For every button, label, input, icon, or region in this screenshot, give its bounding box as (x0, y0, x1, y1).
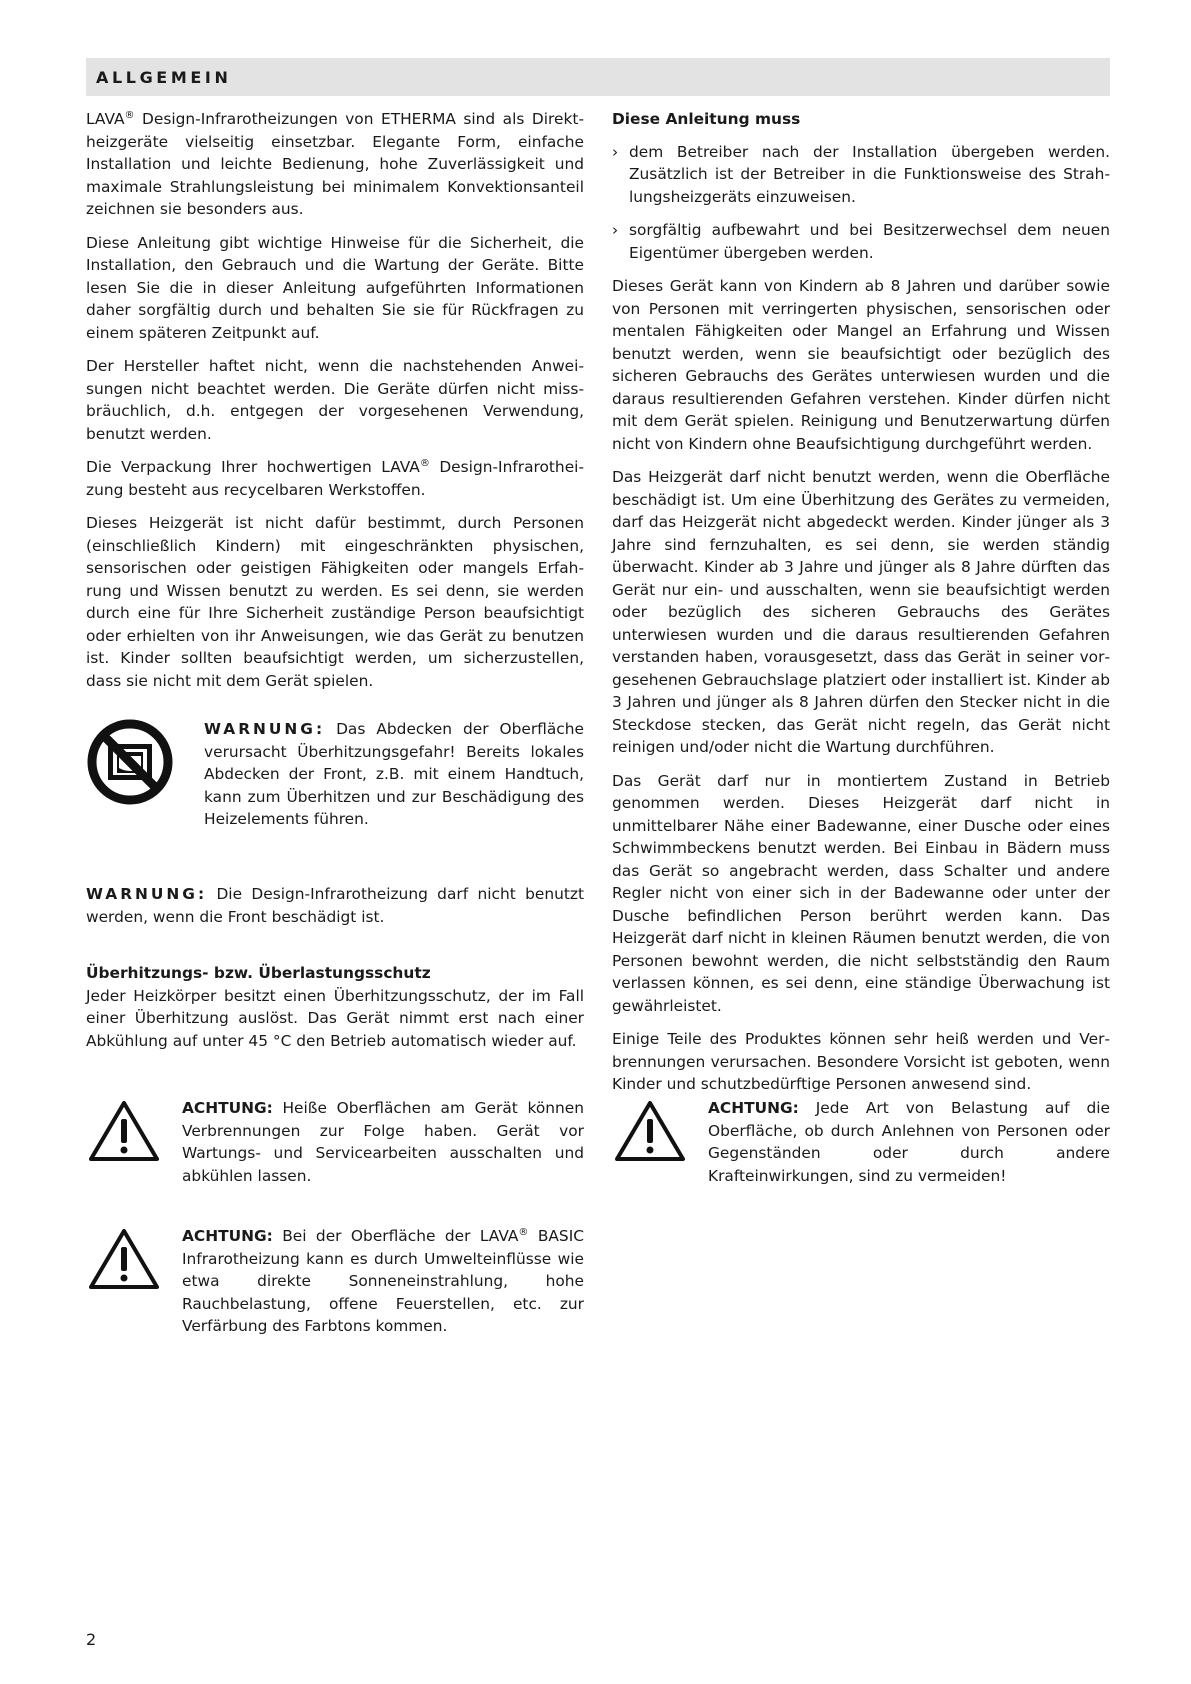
cover-warning-block (86, 718, 584, 831)
hot-surface-caution-block (86, 1097, 584, 1187)
hot-parts-paragraph: Einige Teile des Produktes können sehr heiß werden und Verbrennungen verursachen. Besondere Vorsicht ist geboten, wenn Kinder und schutzbedürftige Personen anwesend sind. (612, 1030, 1110, 1093)
list-item (612, 141, 1110, 209)
caution-label: ACHTUNG: (708, 1099, 799, 1117)
right-column (612, 108, 1110, 1107)
instructions-paragraph: Diese Anleitung gibt wichtige Hinweise für die Sicherheit, die Installation, den Gebrauch und die Wartung der Geräte. Bitte lesen Sie die in dieser Anleitung aufgeführten Informationen daher sorgfältig durch und behalten Sie sie für Rückfragen zu einem späteren Zeitpunkt auf. (86, 233, 584, 342)
warning-body: Die Design-Infrarotheizung darf nicht benutzt werden, wenn die Front beschädigt ist. (86, 885, 584, 926)
left-column (86, 108, 584, 703)
warning-label: WARNUNG: (204, 720, 326, 738)
load-caution-text (708, 1097, 1110, 1187)
packaging-text-a: Die Verpackung Ihrer hochwertigen LAVA (86, 458, 420, 476)
protection-text: Jeder Heizkörper besitzt einen Überhitzungsschutz, der im Fall einer Überhitzung auslöst. Das Gerät nimmt erst nach einer Abkühlung auf unter 45 °C den Betrieb automatisch wieder auf. (86, 986, 584, 1050)
hot-surface-caution-text (182, 1097, 584, 1187)
children-usage-paragraph: Dieses Gerät kann von Kindern ab 8 Jahren und darüber sowie von Personen mit verringerten physischen, sensorischen oder mentalen Fähigkeiten oder Mangel an Erfahrung und Wissen benutzt werden, wenn sie beaufsichtigt oder bezüglich des sicheren Gebrauchs des Gerätes unterwiesen wurden und die daraus resultierenden Gefahren verstehen. Kinder dürfen nicht mit dem Gerät spielen. Reinigung und Benutzerwartung dürfen nicht von Kindern ohne Beaufsichtigung durchgeführt werden. (612, 277, 1110, 453)
installation-paragraph: Das Gerät darf nur in montiertem Zustand in Betrieb genommen werden. Dieses Heizgerät darf nicht in unmittelbarer Nähe einer Badewanne, einer Dusche oder eines Schwimmbeckens benutzt werden. Bei Einbau in Bädern muss das Gerät so angebracht werden, dass Schalter und andere Regler nicht von einer sich in der Badewanne oder unter der Dusche befindlichen Person berührt werden kann. Das Heizgerät darf nicht in kleinen Räumen benutzt werden, die von Personen bewohnt werden, die nicht selbstständig den Raum verlassen können, es sei denn, eine ständige Überwachung ist gewährleistet. (612, 771, 1110, 1015)
front-damage-warning-text (86, 883, 584, 928)
caution-body: Jede Art von Belastung auf die Oberfläche, ob durch Anlehnen von Personen oder Gegenständen oder durch andere Krafteinwirkungen, sind zu vermeiden! (708, 1099, 1110, 1185)
page-number: 2 (86, 1630, 97, 1649)
damage-paragraph: Das Heizgerät darf nicht benutzt werden, wenn die Oberfläche beschädigt ist. Um eine Überhitzung des Gerätes zu vermeiden, darf das Heizgerät nicht abgedeckt werden. Kinder jünger als 3 Jahre sind fernzuhalten, es sei denn, sie werden ständig überwacht. Kinder ab 3 Jahre und jünger als 8 Jahre dürften das Gerät nur ein- und ausschalten, wenn sie beaufsichtigt werden oder bezüglich des sicheren Gebrauchs des Gerätes unterwiesen wurden und die daraus resultierenden Gefahren verstanden haben, vorausgesetzt, dass das Gerät in seiner vorgesehenen Gebrauchslage platziert oder installiert ist. Kinder ab 3 Jahren und jünger als 8 Jahren dürfen den Stecker nicht in die Steckdose stecken, das Gerät nicht regeln, das Gerät nicht reinigen und/oder nicht die Wartung durchführen. (612, 468, 1110, 756)
liability-paragraph: Der Hersteller haftet nicht, wenn die nachstehenden Anweisungen nicht beachtet werden. Die Geräte dürfen nicht missbräuchlich, d.h. entgegen der vorgesehenen Verwendung, benutzt werden. (86, 357, 584, 443)
warning-triangle-icon (86, 1097, 182, 1187)
packaging-text-b: Design-Infrarotheizung besteht aus recycelbaren Werkstoffen. (86, 458, 584, 499)
bullet-icon: › (612, 142, 619, 161)
intro-paragraph (86, 108, 584, 221)
packaging-paragraph (86, 456, 584, 501)
discoloration-caution-block (86, 1225, 584, 1338)
no-cover-icon (86, 718, 204, 814)
caution-label: ACHTUNG: (182, 1099, 273, 1117)
instructions-heading: Diese Anleitung muss (612, 110, 801, 128)
caution-body: Heiße Oberflächen am Gerät können Verbrennungen zur Folge haben. Gerät vor Wartungs- und Servicearbeiten ausschalten und abkühlen lassen. (182, 1099, 584, 1185)
warning-triangle-icon (86, 1225, 182, 1338)
section-header (86, 58, 1110, 96)
registered-mark: ® (124, 109, 135, 121)
overheat-protection-section (86, 962, 584, 1052)
registered-mark: ® (419, 457, 430, 469)
load-caution-block (612, 1097, 1110, 1187)
registered-mark: ® (518, 1226, 529, 1238)
front-damage-warning (86, 883, 584, 928)
caution-label: ACHTUNG: (182, 1227, 273, 1245)
warning-triangle-icon (612, 1097, 708, 1187)
discoloration-caution-text (182, 1225, 584, 1338)
list-item-text: dem Betreiber nach der Installation übergeben werden. Zusätzlich ist der Betreiber in die Funktionsweise des Strahlungsheizgeräts einzuweisen. (629, 142, 1110, 206)
caution-body-b: BASIC Infrarotheizung kann es durch Umwelteinflüsse wie etwa direkte Sonneneinstrahlung, hohe Rauchbelastung, offene Feuerstellen, etc. zur Verfärbung des Farbtons kommen. (182, 1227, 584, 1335)
list-item (612, 219, 1110, 264)
usage-restriction-paragraph: Dieses Heizgerät ist nicht dafür bestimmt, durch Personen (einschließlich Kindern) mit eingeschränkten physischen, sensorischen oder geistigen Fähigkeiten oder mangels Erfahrung und Wissen benutzt zu werden. Es sei denn, sie werden durch eine für Ihre Sicherheit zuständige Person beaufsichtigt oder erhielten von ihr Anweisungen, wie das Gerät zu benutzen ist. Kinder sollten beaufsichtigt werden, um sicherzustellen, dass sie nicht mit dem Gerät spielen. (86, 514, 584, 690)
section-title: ALLGEMEIN (96, 67, 232, 87)
caution-body-a: Bei der Oberfläche der LAVA (272, 1227, 519, 1245)
warning-body: Das Abdecken der Oberfläche verursacht Überhitzungsgefahr! Bereits lokales Abdecken der Front, z.B. mit einem Handtuch, kann zum Überhitzen und zur Beschädigung des Heizelements führen. (204, 720, 584, 828)
list-item-text: sorgfältig aufbewahrt und bei Besitzerwechsel dem neuen Eigentümer übergeben werden. (629, 221, 1110, 262)
brand-text: LAVA (86, 110, 125, 128)
intro-text: Design-Infrarotheizungen von ETHERMA sind als Direktheizgeräte vielseitig einsetzbar. Elegante Form, einfache Installation und leichte Bedienung, hohe Zuverlässigkeit und maximale Strahlungsleistung bei minimalem Konvektionsanteil zeichnen sie besonders aus. (86, 110, 584, 218)
bullet-icon: › (612, 221, 619, 239)
warning-label: WARNUNG: (86, 885, 208, 903)
protection-heading: Überhitzungs- bzw. Überlastungsschutz (86, 964, 431, 982)
cover-warning-text (204, 718, 584, 831)
